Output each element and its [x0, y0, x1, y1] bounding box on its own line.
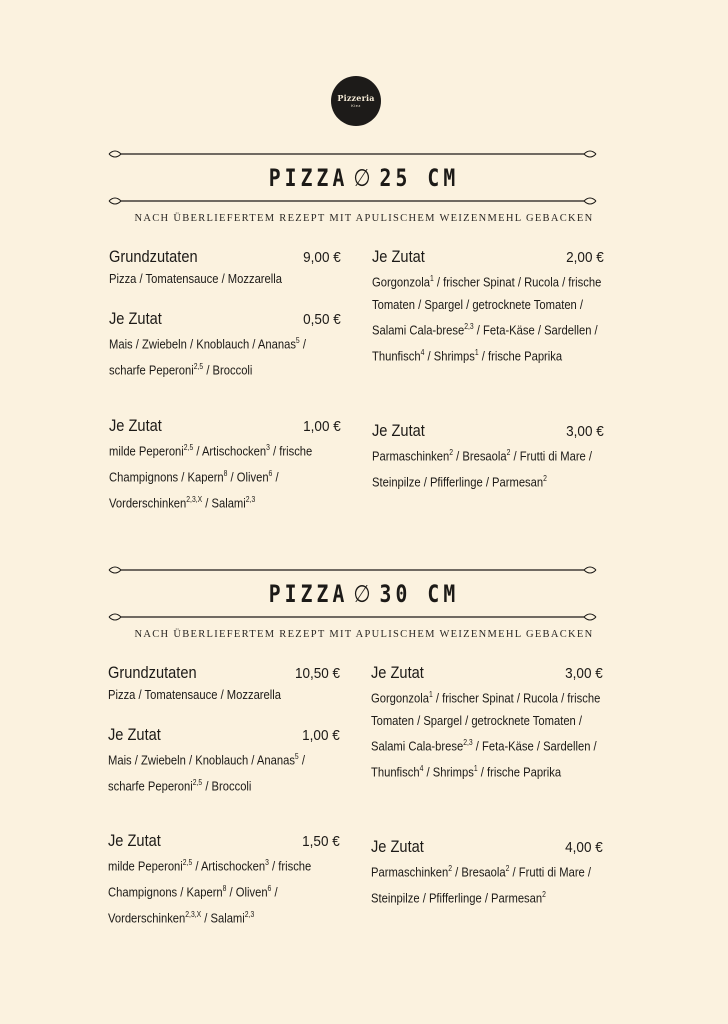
heading-size: 30 CM — [379, 580, 460, 608]
menu-item-title: Je Zutat — [108, 725, 161, 744]
menu-item-header — [371, 663, 603, 683]
menu-item-price: 4,00 € — [565, 839, 603, 856]
menu-item — [109, 416, 341, 515]
menu-item-title: Grundzutaten — [109, 247, 198, 266]
section-heading — [66, 580, 663, 608]
ornament-divider-bottom — [105, 611, 600, 623]
menu-item-price: 3,00 € — [565, 665, 603, 682]
pizzeria-logo — [331, 76, 381, 126]
menu-item-ingredients: Pizza / Tomatensauce / Mozzarella — [109, 271, 283, 286]
diameter-icon: ∅ — [353, 164, 375, 192]
menu-item-title: Je Zutat — [109, 416, 162, 435]
menu-item-title: Je Zutat — [109, 309, 162, 328]
logo-text: Pizzeria — [337, 93, 375, 103]
menu-item-header — [109, 416, 341, 436]
menu-item-price: 10,50 € — [294, 665, 340, 682]
menu-item-header — [108, 831, 340, 851]
heading-size: 25 CM — [379, 164, 460, 192]
menu-item-price: 1,00 € — [303, 418, 341, 435]
menu-item — [371, 663, 603, 784]
menu-item-price: 1,00 € — [302, 727, 340, 744]
menu-item-price: 1,50 € — [302, 833, 340, 850]
menu-item-ingredients: Mais / Zwiebeln / Knoblauch / Ananas$^5$ / scharfe Peperoni$^{2,5}$ / Broccoli — [109, 336, 306, 378]
menu-item-title: Je Zutat — [371, 663, 424, 682]
menu-item-header — [109, 309, 341, 329]
menu-item — [108, 725, 340, 798]
section-subtitle: NACH ÜBERLIEFERTEM REZEPT MIT APULISCHEM WEIZENMEHL GEBACKEN — [134, 629, 594, 640]
menu-item-title: Je Zutat — [372, 421, 425, 440]
menu-item-ingredients: milde Peperoni$^{2,5}$ / Artischocken$^3$ / frische Champignons / Kapern$^8$ / Oliven$^6$ / Vorderschinken$^{2,3,X}$ / Salami$^{2,3}$ — [109, 443, 313, 511]
heading-word: PIZZA — [268, 580, 349, 608]
heading-word: PIZZA — [268, 164, 349, 192]
menu-item-price: 3,00 € — [566, 423, 604, 440]
logo-subtext: Kiez — [351, 103, 361, 108]
menu-item-title: Grundzutaten — [108, 663, 197, 682]
menu-item-ingredients: Gorgonzola$^1$ / frischer Spinat / Rucola / frische Tomaten / Spargel / getrocknete Tomaten / Salami Cala-brese$^{2,3}$ / Feta-Käse / Sardellen / Thunfisch$^4$ / Shrimps$^1$ / frische Paprika — [371, 690, 601, 780]
menu-item-title: Je Zutat — [371, 837, 424, 856]
menu-item — [372, 247, 604, 368]
section-subtitle: NACH ÜBERLIEFERTEM REZEPT MIT APULISCHEM WEIZENMEHL GEBACKEN — [134, 213, 594, 224]
ornament-divider-top — [105, 564, 600, 576]
section-heading — [66, 164, 663, 192]
menu-item — [108, 831, 340, 930]
menu-item-ingredients: milde Peperoni$^{2,5}$ / Artischocken$^3$ / frische Champignons / Kapern$^8$ / Oliven$^6$ / Vorderschinken$^{2,3,X}$ / Salami$^{2,3}$ — [108, 858, 312, 926]
ornament-divider-top — [105, 148, 600, 160]
menu-item — [108, 663, 340, 707]
menu-item-header — [372, 247, 604, 267]
ornament-divider-bottom — [105, 195, 600, 207]
menu-item-title: Je Zutat — [372, 247, 425, 266]
menu-item-price: 9,00 € — [303, 249, 341, 266]
menu-item-ingredients: Gorgonzola$^1$ / frischer Spinat / Rucola / frische Tomaten / Spargel / getrocknete Tomaten / Salami Cala-brese$^{2,3}$ / Feta-Käse / Sardellen / Thunfisch$^4$ / Shrimps$^1$ / frische Paprika — [372, 274, 602, 364]
diameter-icon: ∅ — [353, 580, 375, 608]
menu-item-header — [108, 663, 340, 683]
menu-item-price: 0,50 € — [303, 311, 341, 328]
menu-item — [371, 837, 603, 910]
menu-item — [109, 309, 341, 382]
menu-item-ingredients: Mais / Zwiebeln / Knoblauch / Ananas$^5$ / scharfe Peperoni$^{2,5}$ / Broccoli — [108, 752, 305, 794]
menu-item-ingredients: Parmaschinken$^2$ / Bresaola$^2$ / Frutti di Mare / Steinpilze / Pfifferlinge / Parmesan$^2$ — [372, 448, 593, 490]
menu-item-ingredients: Parmaschinken$^2$ / Bresaola$^2$ / Frutti di Mare / Steinpilze / Pfifferlinge / Parmesan$^2$ — [371, 864, 592, 906]
menu-item — [372, 421, 604, 494]
menu-item-title: Je Zutat — [108, 831, 161, 850]
menu-item-header — [371, 837, 603, 857]
menu-item-header — [109, 247, 341, 267]
menu-item — [109, 247, 341, 291]
menu-item-header — [372, 421, 604, 441]
menu-item-ingredients: Pizza / Tomatensauce / Mozzarella — [108, 687, 282, 702]
menu-item-header — [108, 725, 340, 745]
menu-item-price: 2,00 € — [566, 249, 604, 266]
